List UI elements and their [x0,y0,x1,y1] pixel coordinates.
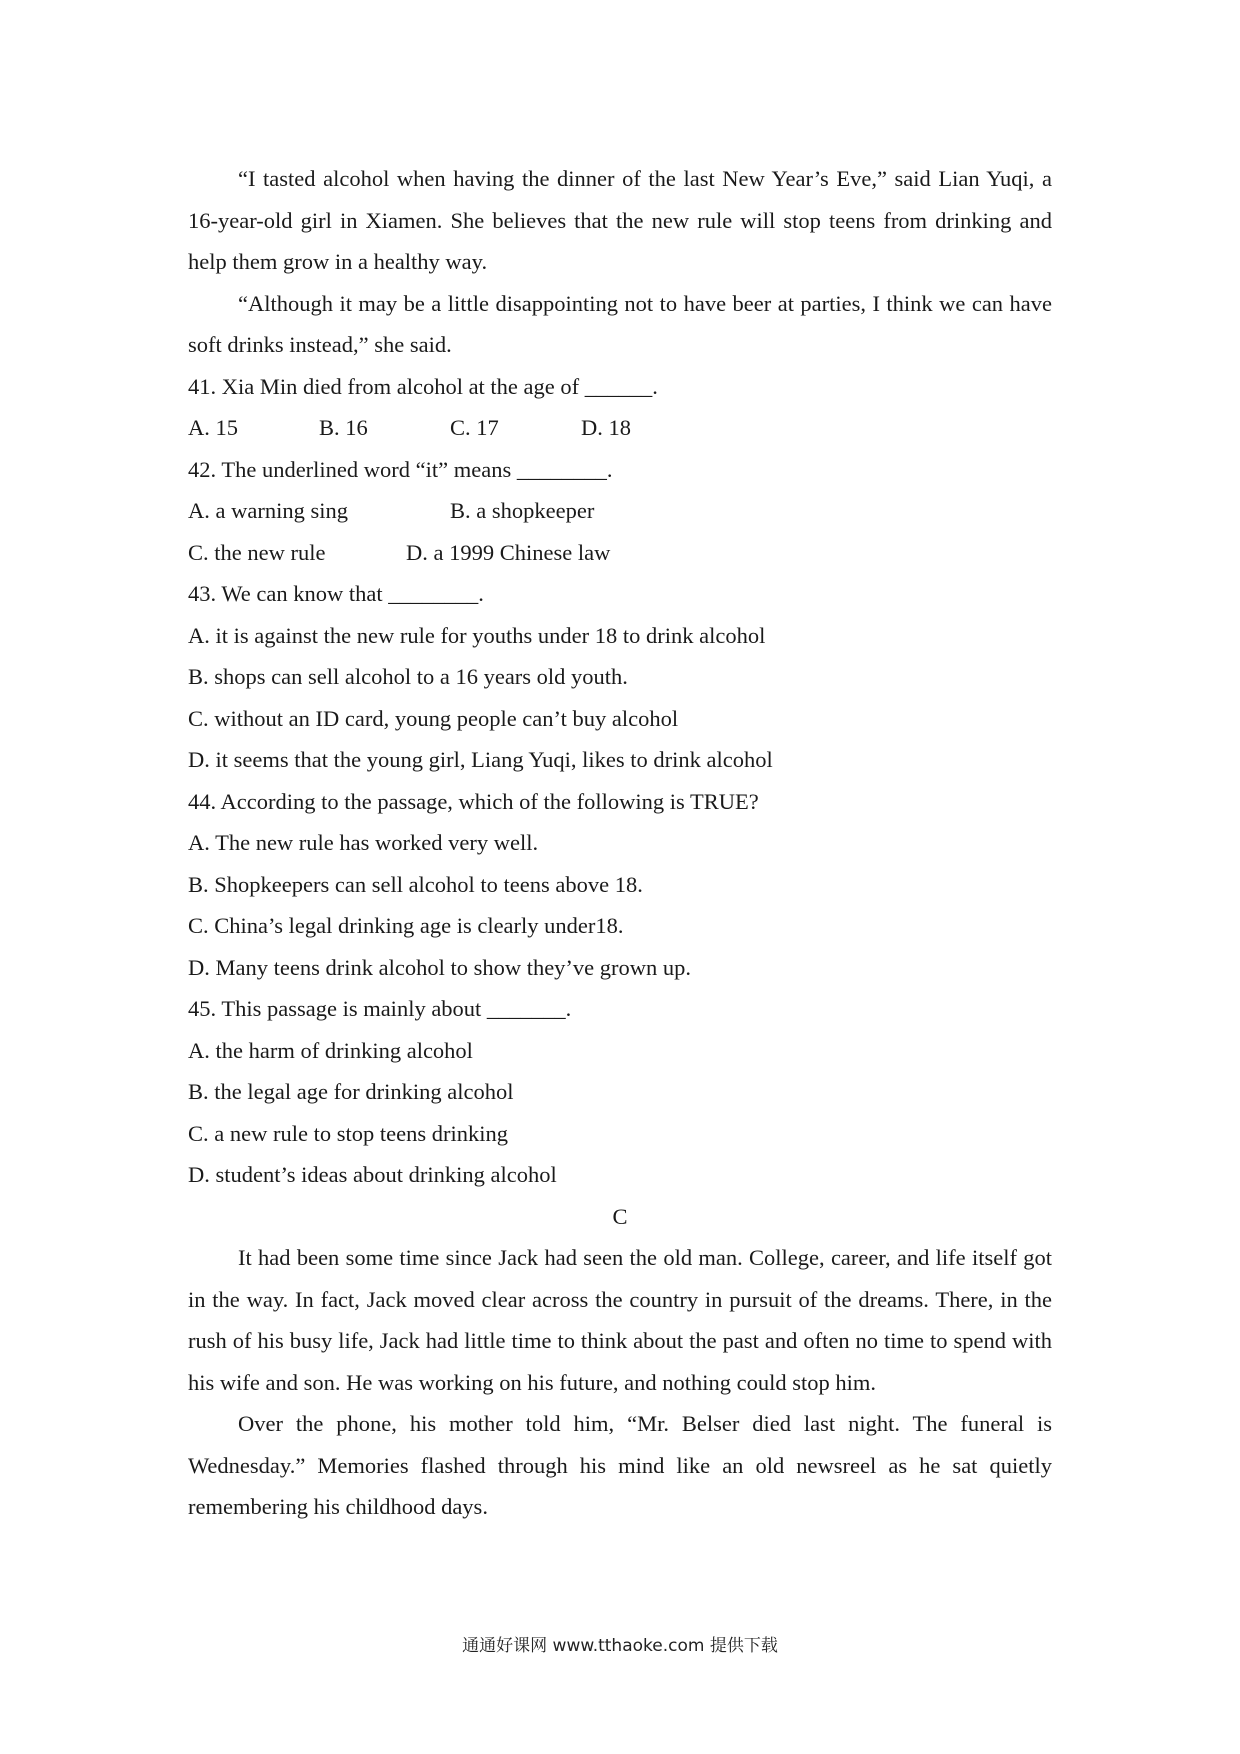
question-43-stem: 43. We can know that ________. [188,581,484,606]
question-41-stem: 41. Xia Min died from alcohol at the age of ______. [188,373,658,399]
question-44-stem: 44. According to the passage, which of the following is TRUE? [188,788,759,814]
option-41-b[interactable]: B. 16 [319,415,368,440]
paragraph-soft-drinks-quote: “Although it may be a little disappointing not to have beer at parties, I think we can have soft drinks instead,” she said. [188,290,1052,357]
option-45-a[interactable]: A. the harm of drinking alcohol [188,1037,473,1063]
option-42-d[interactable]: D. a 1999 Chinese law [406,539,611,565]
option-42-c[interactable]: C. the new rule [188,539,326,565]
option-45-b[interactable]: B. the legal age for drinking alcohol [188,1079,514,1104]
question-42-stem: 42. The underlined word “it” means ________. [188,456,613,482]
option-45-c[interactable]: C. a new rule to stop teens drinking [188,1120,508,1146]
question-41 [188,366,1052,449]
option-41-c[interactable]: C. 17 [450,415,499,440]
paragraph-lian-yuqi-quote: “I tasted alcohol when having the dinner of the last New Year’s Eve,” said Lian Yuqi, a 16-year-old girl in Xiamen. She believes that the new rule will stop teens from drinking and help them grow in a healthy way. [188,166,1052,274]
option-43-c[interactable]: C. without an ID card, young people can’t buy alcohol [188,705,679,731]
page-footer: 通通好课网 www.tthaoke.com 提供下载 [462,1636,778,1656]
paragraph-jack-old-man: It had been some time since Jack had seen the old man. College, career, and life itself got in the way. In fact, Jack moved clear across the country in pursuit of the dreams. There, in the rush of his busy life, Jack had little time to think about the past and often no time to spend with his wife and son. He was working on his future, and nothing could stop him. [188,1245,1052,1395]
question-42 [188,449,1052,574]
question-43 [188,573,1052,781]
option-44-d[interactable]: D. Many teens drink alcohol to show they’ve grown up. [188,954,692,980]
option-42-a[interactable]: A. a warning sing [188,498,348,523]
question-41-options [188,407,1052,449]
question-45-stem: 45. This passage is mainly about _______. [188,996,572,1021]
option-43-a[interactable]: A. it is against the new rule for youths under 18 to drink alcohol [188,622,766,648]
page-content [188,158,1052,1528]
section-c-heading: C [612,1203,628,1229]
question-45 [188,988,1052,1196]
option-44-b[interactable]: B. Shopkeepers can sell alcohol to teens above 18. [188,871,643,897]
option-41-d[interactable]: D. 18 [581,415,631,440]
option-43-b[interactable]: B. shops can sell alcohol to a 16 years old youth. [188,664,628,689]
question-44 [188,781,1052,989]
option-43-d[interactable]: D. it seems that the young girl, Liang Yuqi, likes to drink alcohol [188,747,773,772]
question-42-options-row-1 [188,490,1052,532]
option-45-d[interactable]: D. student’s ideas about drinking alcohol [188,1162,557,1187]
question-42-options-row-2 [188,532,1052,574]
option-41-a[interactable]: A. 15 [188,415,238,440]
option-44-a[interactable]: A. The new rule has worked very well. [188,830,539,855]
paragraph-phone-call: Over the phone, his mother told him, “Mr. Belser died last night. The funeral is Wednesday.” Memories flashed through his mind like an old newsreel as he sat quietly remembering his childhood days. [188,1411,1052,1519]
option-42-b[interactable]: B. a shopkeeper [450,498,595,523]
option-44-c[interactable]: C. China’s legal drinking age is clearly under18. [188,913,624,938]
